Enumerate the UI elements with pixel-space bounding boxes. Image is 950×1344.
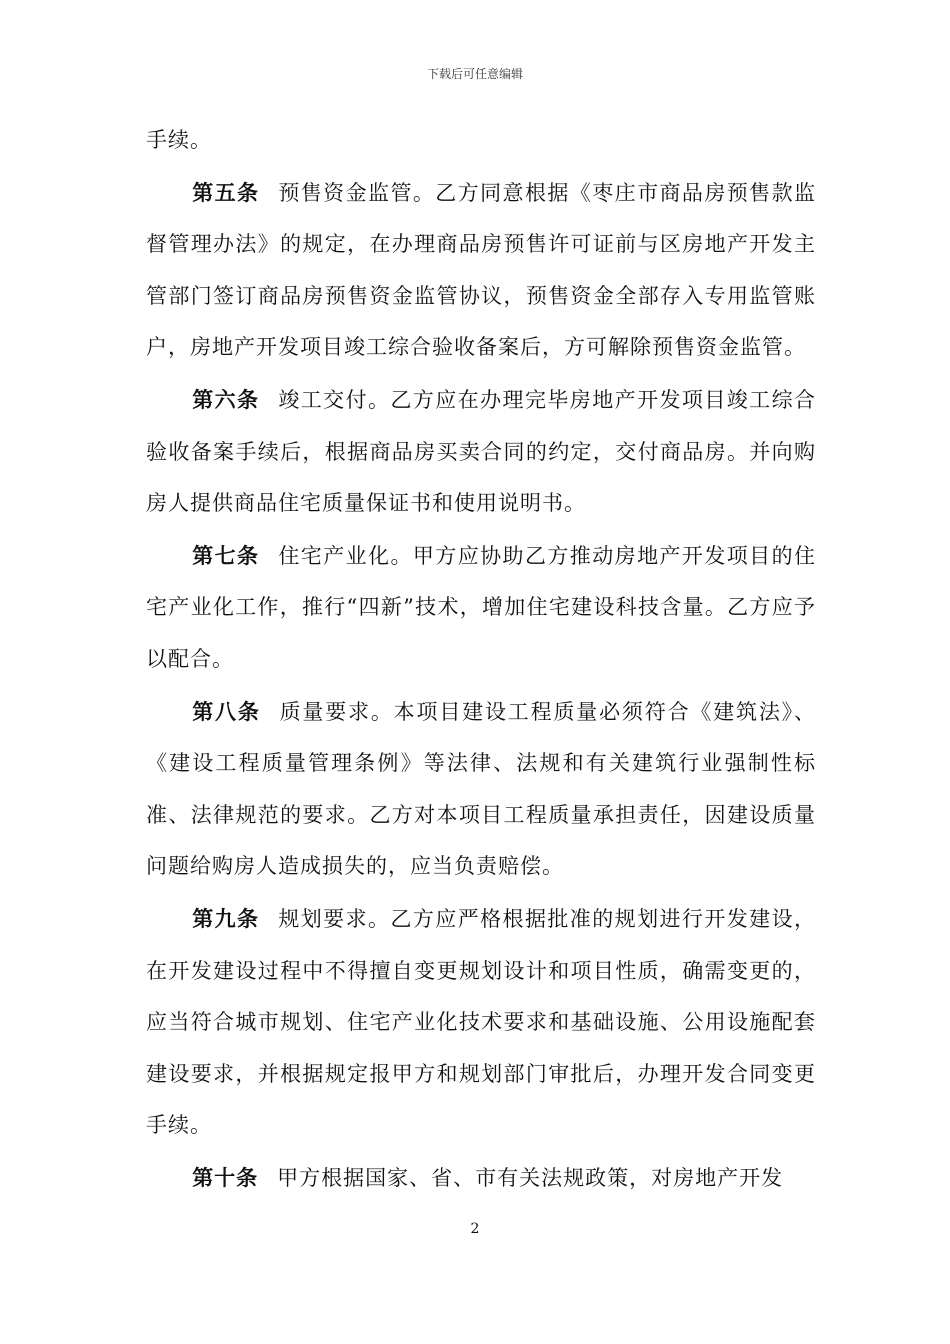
page-header: 下载后可任意编辑 — [426, 67, 523, 81]
paragraph-text: 竣工交付。乙方应在办理完毕房地产开发项目竣工综合验收备案手续后，根据商品房买卖合同的约定，交付商品房。并向购房人提供商品住宅质量保证书和使用说明书。 — [146, 387, 817, 516]
article-number: 第九条 — [192, 905, 260, 931]
paragraph-text: 手续。 — [146, 128, 212, 152]
paragraph-text: 规划要求。乙方应严格根据批准的规划进行开发建设，在开发建设过程中不得擅自变更规划设计和项目性质，确需变更的，应当符合城市规划、住宅产业化技术要求和基础设施、公用设施配套建设要求，并根据规定报甲方和规划部门审批后，办理开发合同变更手续。 — [146, 906, 817, 1138]
article-5 — [146, 167, 816, 374]
article-number: 第十条 — [192, 1164, 259, 1190]
article-10 — [146, 1152, 816, 1205]
article-8 — [146, 686, 816, 893]
article-number: 第五条 — [192, 179, 260, 205]
article-number: 第七条 — [192, 542, 260, 568]
article-9 — [146, 893, 816, 1152]
document-body — [146, 115, 816, 1204]
article-number: 第八条 — [192, 698, 261, 724]
article-number: 第六条 — [192, 386, 260, 412]
article-7 — [146, 530, 816, 686]
paragraph-text: 预售资金监管。乙方同意根据《枣庄市商品房预售款监督管理办法》的规定，在办理商品房预售许可证前与区房地产开发主管部门签订商品房预售资金监管协议，预售资金全部存入专用监管账户，房地产开发项目竣工综合验收备案后，方可解除预售资金监管。 — [146, 180, 817, 360]
article-6 — [146, 374, 816, 530]
paragraph-text: 住宅产业化。甲方应协助乙方推动房地产开发项目的住宅产业化工作，推行“四新”技术，增加住宅建设科技含量。乙方应予以配合。 — [146, 543, 817, 671]
page-number: 2 — [470, 1221, 480, 1237]
paragraph-continuation — [146, 115, 816, 167]
paragraph-text: 甲方根据国家、省、市有关法规政策，对房地产开发 — [277, 1165, 784, 1190]
paragraph-text: 质量要求。本项目建设工程质量必须符合《建筑法》、《建设工程质量管理条例》等法律、法规和有关建筑行业强制性标准、法律规范的要求。乙方对本项目工程质量承担责任，因建设质量问题给购房人造成损失的，应当负责赔偿。 — [146, 699, 817, 879]
